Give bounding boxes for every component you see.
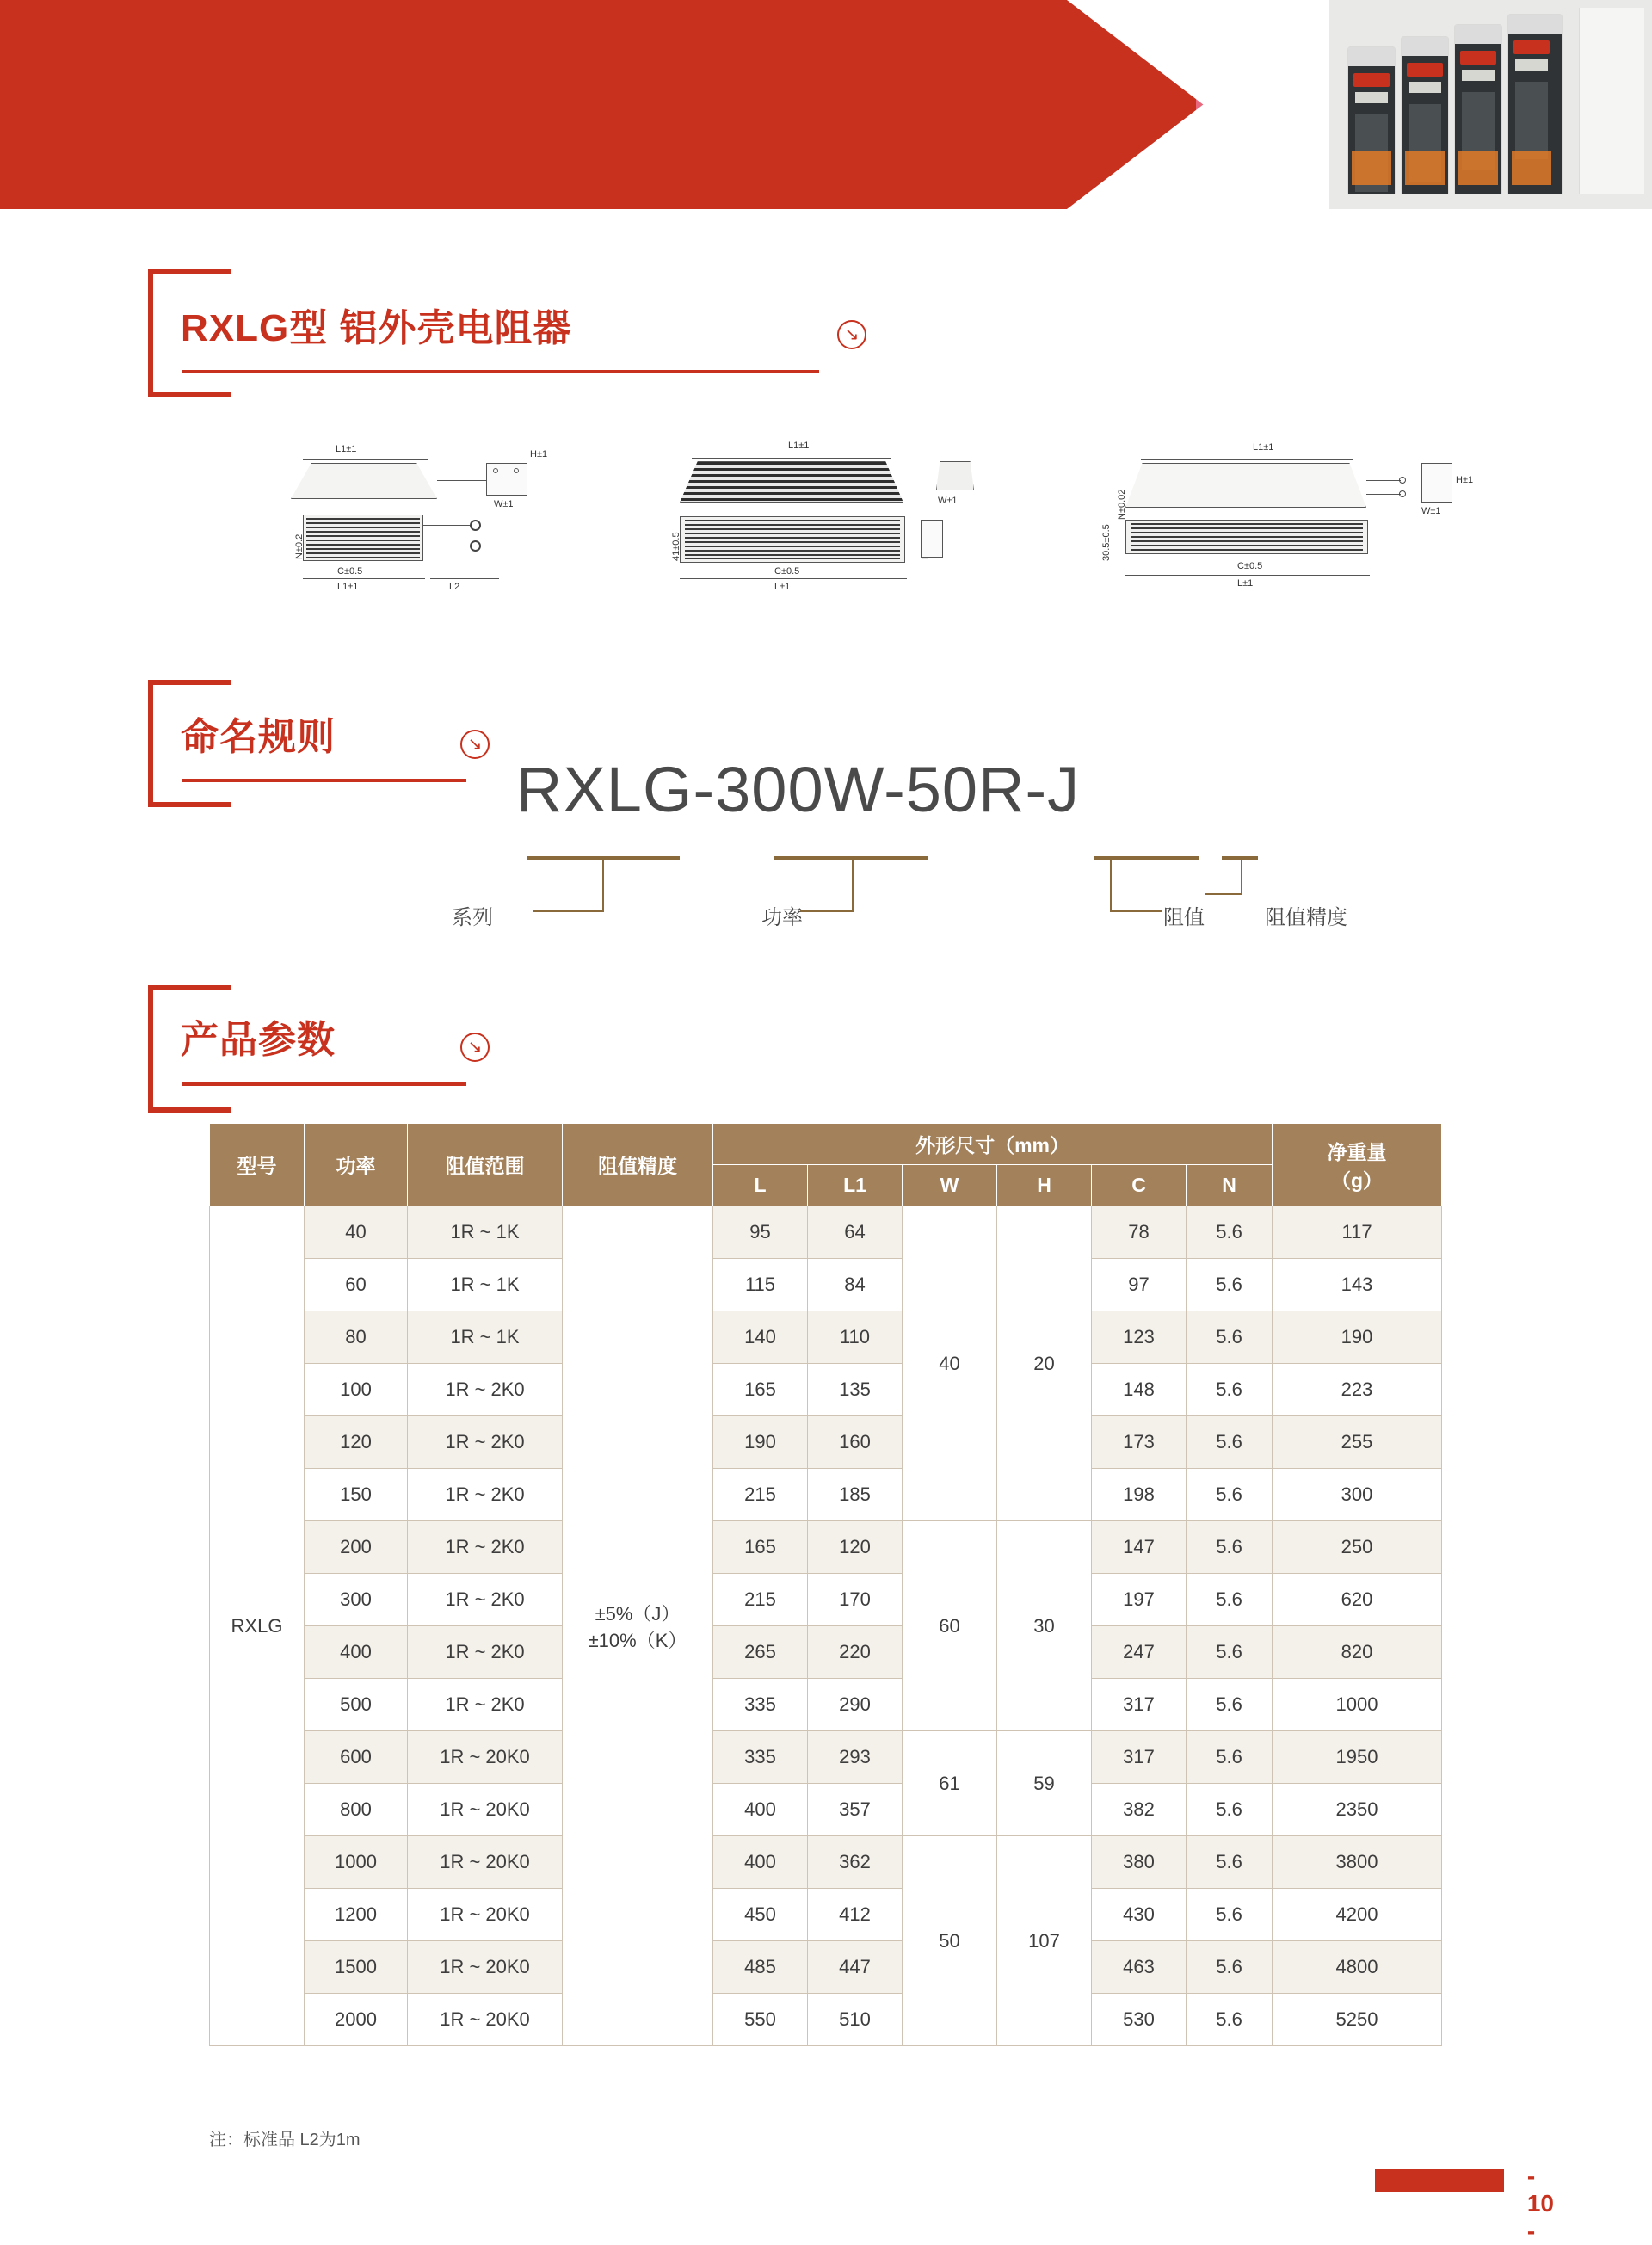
cell-C: 382 [1092,1784,1187,1836]
cell-L1: 510 [808,1994,903,2046]
part-number-example: RXLG-300W-50R-J [516,754,1081,825]
cell-L: 450 [713,1889,808,1941]
dim-d1-l1-bottom: L1±1 [337,582,359,592]
table-body [210,1206,1442,2046]
pn-bar-tolerance [1222,856,1258,860]
cell-weight: 190 [1273,1311,1442,1364]
cell-range: 1R ~ 2K0 [408,1416,563,1469]
cell-H: 59 [997,1731,1092,1836]
pn-leader-res-h [1112,910,1162,912]
cell-L1: 362 [808,1836,903,1889]
cell-L1: 185 [808,1469,903,1521]
cell-W: 60 [903,1521,997,1731]
cell-power: 400 [305,1626,408,1679]
dim-d3-l: L±1 [1237,578,1254,589]
dim-d2-c: C±0.5 [774,566,800,577]
dim-d1-c: C±0.5 [337,566,363,577]
dim-d1-l2: L2 [449,582,460,592]
dim-d3-n: N±0.02 [1117,489,1127,520]
cell-power: 1500 [305,1941,408,1994]
cell-weight: 4200 [1273,1889,1442,1941]
arrow-down-right-icon-2: ↘ [460,730,490,759]
cell-weight: 143 [1273,1259,1442,1311]
cell-L1: 293 [808,1731,903,1784]
table-row [210,1836,1442,1889]
cell-L: 95 [713,1206,808,1259]
pn-bar-power [774,856,928,860]
cell-range: 1R ~ 20K0 [408,1731,563,1784]
th-res-tol: 阻值精度 [563,1124,713,1206]
dim-d2-l1: L1±1 [788,441,810,451]
cell-range: 1R ~ 20K0 [408,1941,563,1994]
th-res-range: 阻值范围 [408,1124,563,1206]
cell-range: 1R ~ 1K [408,1206,563,1259]
cell-L: 140 [713,1311,808,1364]
dim-d1-l1-top: L1±1 [336,444,357,454]
pn-label-resistance: 阻值 [1163,906,1205,929]
cell-power: 600 [305,1731,408,1784]
drive-unit-1 [1348,47,1395,194]
cell-N: 5.6 [1187,1994,1273,2046]
cell-N: 5.6 [1187,1364,1273,1416]
cell-N: 5.6 [1187,1836,1273,1889]
drawing-type-2 [637,430,1067,628]
cell-L1: 160 [808,1416,903,1469]
cell-range: 1R ~ 20K0 [408,1784,563,1836]
dim-d1-h: H±1 [530,449,548,459]
cell-power: 120 [305,1416,408,1469]
dim-d1-w: W±1 [494,499,514,509]
cell-L: 215 [713,1469,808,1521]
table-row [210,1416,1442,1469]
table-row [210,1784,1442,1836]
cell-C: 173 [1092,1416,1187,1469]
cell-power: 100 [305,1364,408,1416]
cell-L: 335 [713,1731,808,1784]
dim-d3-l1: L1±1 [1253,442,1274,453]
cell-weight: 117 [1273,1206,1442,1259]
cell-L: 265 [713,1626,808,1679]
pn-leader-series-v [602,856,604,912]
pn-leader-power-h [800,910,854,912]
th-L: L [713,1165,808,1206]
cell-power: 60 [305,1259,408,1311]
cell-L: 335 [713,1679,808,1731]
cell-C: 317 [1092,1679,1187,1731]
section3-title: 产品参数 [181,1019,336,1061]
table-header-row-1 [210,1124,1442,1165]
cell-L: 165 [713,1364,808,1416]
pn-leader-tol-v [1241,856,1242,895]
th-model: 型号 [210,1124,305,1206]
cell-weight: 5250 [1273,1994,1442,2046]
table-row [210,1469,1442,1521]
cell-L1: 290 [808,1679,903,1731]
th-weight-unit: （g） [1331,1169,1384,1192]
cell-L: 400 [713,1784,808,1836]
cell-N: 5.6 [1187,1416,1273,1469]
table-row [210,1206,1442,1259]
section2-underline [182,779,466,782]
dim-d2-w: W±1 [938,496,958,506]
pn-label-power: 功率 [761,906,803,929]
cell-C: 197 [1092,1574,1187,1626]
cell-C: 463 [1092,1941,1187,1994]
cell-L: 115 [713,1259,808,1311]
drawing-type-1 [224,430,585,628]
drive-unit-4 [1508,15,1562,194]
cell-W: 61 [903,1731,997,1836]
cell-power: 40 [305,1206,408,1259]
cell-model: RXLG [210,1206,305,2046]
cell-power: 200 [305,1521,408,1574]
cell-C: 530 [1092,1994,1187,2046]
cell-N: 5.6 [1187,1259,1273,1311]
cell-range: 1R ~ 1K [408,1259,563,1311]
cell-N: 5.6 [1187,1521,1273,1574]
cell-L1: 220 [808,1626,903,1679]
page-number: - 10 - [1515,2162,1566,2245]
cell-L: 400 [713,1836,808,1889]
cell-C: 380 [1092,1836,1187,1889]
section2-title: 命名规则 [181,716,336,758]
th-weight-label: 净重量 [1327,1140,1387,1163]
cell-tolerance [563,1206,713,2046]
cell-C: 430 [1092,1889,1187,1941]
cell-range: 1R ~ 1K [408,1311,563,1364]
page-banner [0,0,1652,209]
drive-unit-2 [1402,37,1448,194]
cell-range: 1R ~ 20K0 [408,1889,563,1941]
parameters-table [209,1123,1442,2046]
cell-L: 550 [713,1994,808,2046]
cell-C: 147 [1092,1521,1187,1574]
tolerance-line-2: ±10%（K） [588,1629,687,1651]
table-row [210,1574,1442,1626]
cell-C: 247 [1092,1626,1187,1679]
cell-weight: 1950 [1273,1731,1442,1784]
table-row [210,1679,1442,1731]
product-photo [1329,0,1652,209]
cell-range: 1R ~ 2K0 [408,1364,563,1416]
pn-leader-power-v [852,856,854,912]
dim-d3-h: H±1 [1456,475,1474,485]
cell-L1: 447 [808,1941,903,1994]
cell-range: 1R ~ 20K0 [408,1836,563,1889]
cell-L1: 357 [808,1784,903,1836]
cell-L1: 170 [808,1574,903,1626]
cell-L: 215 [713,1574,808,1626]
section3-underline [182,1082,466,1086]
drawing-type-3 [1084,430,1532,628]
dim-d3-c: C±0.5 [1237,561,1263,571]
cell-N: 5.6 [1187,1889,1273,1941]
cell-power: 80 [305,1311,408,1364]
cell-weight: 620 [1273,1574,1442,1626]
arrow-down-right-icon-1: ↘ [837,320,866,349]
cell-weight: 2350 [1273,1784,1442,1836]
cell-L1: 135 [808,1364,903,1416]
cell-H: 20 [997,1206,1092,1521]
cell-C: 198 [1092,1469,1187,1521]
cell-W: 50 [903,1836,997,2046]
table-row [210,1364,1442,1416]
cell-weight: 4800 [1273,1941,1442,1994]
cell-weight: 255 [1273,1416,1442,1469]
cell-range: 1R ~ 2K0 [408,1679,563,1731]
th-power: 功率 [305,1124,408,1206]
cell-W: 40 [903,1206,997,1521]
cell-L1: 412 [808,1889,903,1941]
pn-label-series: 系列 [452,906,493,929]
cell-C: 148 [1092,1364,1187,1416]
cell-weight: 250 [1273,1521,1442,1574]
cell-range: 1R ~ 2K0 [408,1626,563,1679]
table-row [210,1889,1442,1941]
table-row [210,1941,1442,1994]
cell-L: 485 [713,1941,808,1994]
cell-L: 190 [713,1416,808,1469]
cell-N: 5.6 [1187,1469,1273,1521]
cell-N: 5.6 [1187,1206,1273,1259]
cell-power: 2000 [305,1994,408,2046]
drive-unit-5 [1579,8,1644,194]
cell-power: 300 [305,1574,408,1626]
cell-range: 1R ~ 2K0 [408,1521,563,1574]
cell-weight: 3800 [1273,1836,1442,1889]
cell-N: 5.6 [1187,1941,1273,1994]
cell-N: 5.6 [1187,1784,1273,1836]
cell-range: 1R ~ 2K0 [408,1469,563,1521]
cell-weight: 300 [1273,1469,1442,1521]
cell-N: 5.6 [1187,1731,1273,1784]
th-L1: L1 [808,1165,903,1206]
cell-N: 5.6 [1187,1626,1273,1679]
cell-L1: 110 [808,1311,903,1364]
cell-C: 317 [1092,1731,1187,1784]
th-H: H [997,1165,1092,1206]
cell-power: 150 [305,1469,408,1521]
cell-weight: 1000 [1273,1679,1442,1731]
drive-unit-3 [1455,25,1501,194]
cell-L1: 84 [808,1259,903,1311]
cell-C: 78 [1092,1206,1187,1259]
pn-leader-tol-h [1205,893,1242,895]
dim-d3-w: W±1 [1421,506,1441,516]
cell-L: 165 [713,1521,808,1574]
th-W: W [903,1165,997,1206]
cell-L1: 64 [808,1206,903,1259]
cell-weight: 820 [1273,1626,1442,1679]
th-weight [1273,1124,1442,1206]
cell-H: 30 [997,1521,1092,1731]
section1-title: RXLG型 铝外壳电阻器 [181,307,572,349]
dim-d2-41: 41±0.5 [671,532,681,561]
table-row [210,1626,1442,1679]
parameters-table-wrap [209,1123,1441,2046]
cell-range: 1R ~ 20K0 [408,1994,563,2046]
pn-leader-res-v [1110,856,1112,912]
ribbon-bar [1375,2169,1504,2192]
cell-power: 800 [305,1784,408,1836]
cell-power: 1200 [305,1889,408,1941]
arrow-down-right-icon-3: ↘ [460,1033,490,1062]
pn-leader-series-h [533,910,604,912]
cell-power: 1000 [305,1836,408,1889]
table-row [210,1311,1442,1364]
dimension-drawings [155,430,1532,641]
cell-N: 5.6 [1187,1679,1273,1731]
th-C: C [1092,1165,1187,1206]
pn-label-tolerance: 阻值精度 [1265,906,1347,929]
table-row [210,1521,1442,1574]
cell-N: 5.6 [1187,1574,1273,1626]
table-note: 注：标准品 L2为1m [209,2131,361,2149]
section1-underline [182,370,819,373]
table-row [210,1731,1442,1784]
table-row [210,1259,1442,1311]
cell-L1: 120 [808,1521,903,1574]
cell-weight: 223 [1273,1364,1442,1416]
cell-power: 500 [305,1679,408,1731]
dim-d1-n: N±0.2 [294,533,305,559]
cell-H: 107 [997,1836,1092,2046]
cell-C: 97 [1092,1259,1187,1311]
dim-d2-l: L±1 [774,582,791,592]
cell-C: 123 [1092,1311,1187,1364]
tolerance-line-1: ±5%（J） [595,1602,681,1625]
dim-d3-30: 30.5±0.5 [1101,524,1112,561]
cell-N: 5.6 [1187,1311,1273,1364]
th-N: N [1187,1165,1273,1206]
th-dims-group: 外形尺寸（mm） [713,1124,1273,1165]
cell-range: 1R ~ 2K0 [408,1574,563,1626]
table-row [210,1994,1442,2046]
